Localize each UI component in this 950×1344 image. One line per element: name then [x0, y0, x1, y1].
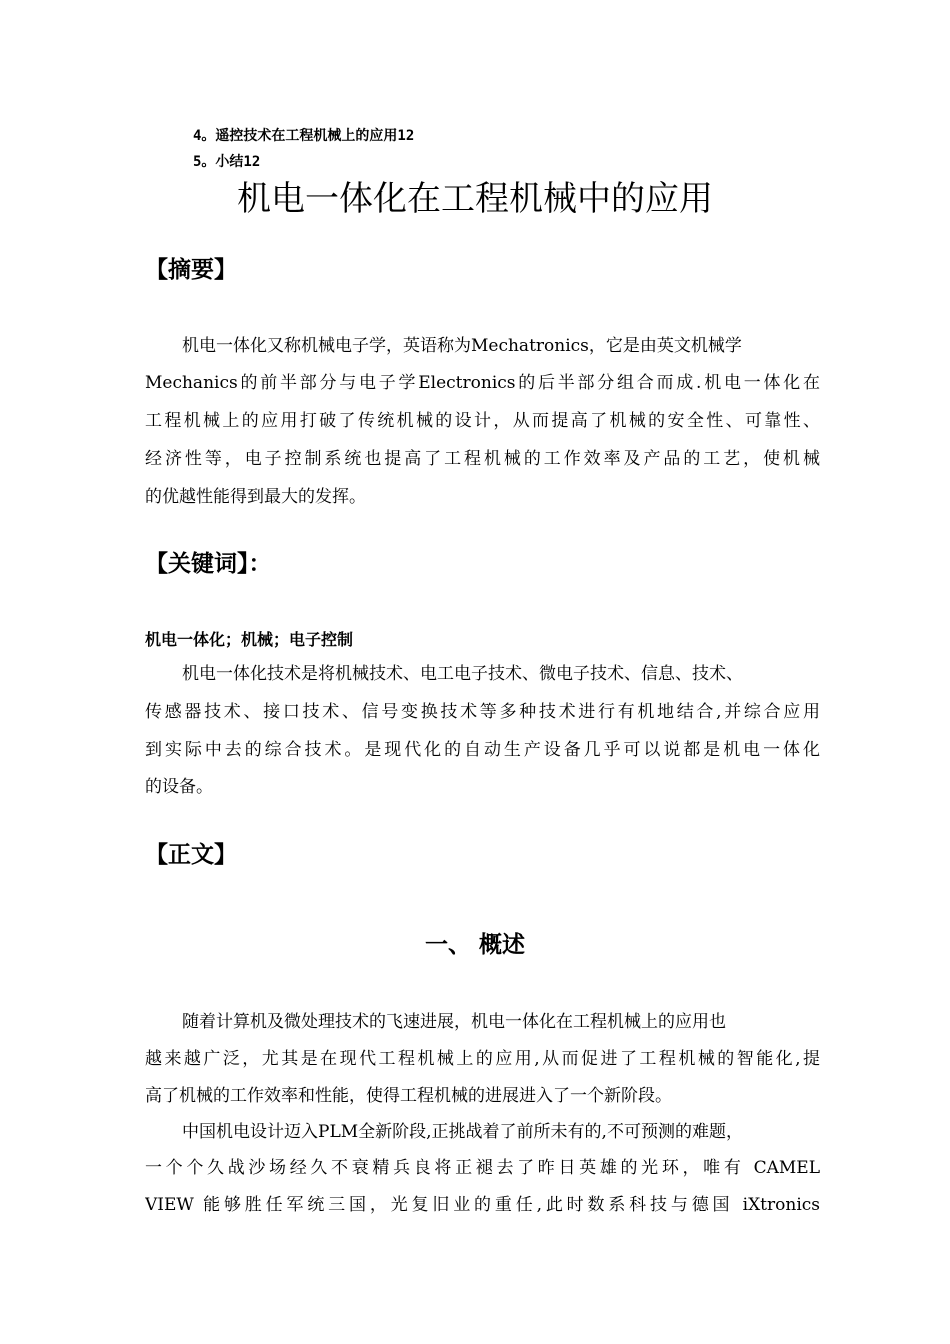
para-2-line-2: 一个个久战沙场经久不衰精兵良将正褪去了昨日英雄的光环，唯有 CAMEL	[145, 1158, 820, 1178]
abstract-line-1: 机电一体化又称机械电子学，英语称为Mechatronics，它是由英文机械学	[182, 336, 742, 356]
para-2-line-1: 中国机电设计迈入PLM全新阶段,正挑战着了前所未有的,不可预测的难题，	[182, 1122, 743, 1142]
keywords-line-3: 到实际中去的综合技术。是现代化的自动生产设备几乎可以说都是机电一体化	[145, 740, 820, 760]
abstract-line-2: Mechanics的前半部分与电子学Electronics的后半部分组合而成.机电一体化在	[145, 373, 820, 393]
abstract-line-3: 工程机械上的应用打破了传统机械的设计，从而提高了机械的安全性、可靠性、	[145, 411, 820, 431]
keywords-line-4: 的设备。	[145, 777, 213, 797]
toc-item-4: 4。遥控技术在工程机械上的应用12	[193, 128, 415, 144]
para-1-line-1: 随着计算机及微处理技术的飞速进展，机电一体化在工程机械上的应用也	[182, 1012, 726, 1032]
para-2-line-3: VIEW 能够胜任军统三国，光复旧业的重任,此时数系科技与德国 iXtronics	[145, 1195, 820, 1215]
abstract-line-5: 的优越性能得到最大的发挥。	[145, 487, 366, 507]
abstract-line-4: 经济性等，电子控制系统也提高了工程机械的工作效率及产品的工艺，使机械	[145, 449, 820, 469]
para-1-line-3: 高了机械的工作效率和性能，使得工程机械的进展进入了一个新阶段。	[145, 1086, 672, 1106]
keywords-terms: 机电一体化；机械；电子控制	[145, 630, 354, 649]
keywords-heading: 【关键词】：	[145, 551, 272, 577]
section-1-heading: 一、 概述	[424, 932, 525, 958]
para-1-line-2: 越来越广泛，尤其是在现代工程机械上的应用,从而促进了工程机械的智能化,提	[145, 1049, 820, 1069]
body-heading: 【正文】	[145, 842, 237, 868]
keywords-line-1: 机电一体化技术是将机械技术、电工电子技术、微电子技术、信息、技术、	[182, 664, 743, 684]
keywords-line-2: 传感器技术、接口技术、信号变换技术等多种技术进行有机地结合,并综合应用	[145, 702, 820, 722]
document-title: 机电一体化在工程机械中的应用	[237, 179, 713, 219]
abstract-heading: 【摘要】	[145, 257, 237, 283]
toc-item-5: 5。小结12	[193, 154, 261, 170]
